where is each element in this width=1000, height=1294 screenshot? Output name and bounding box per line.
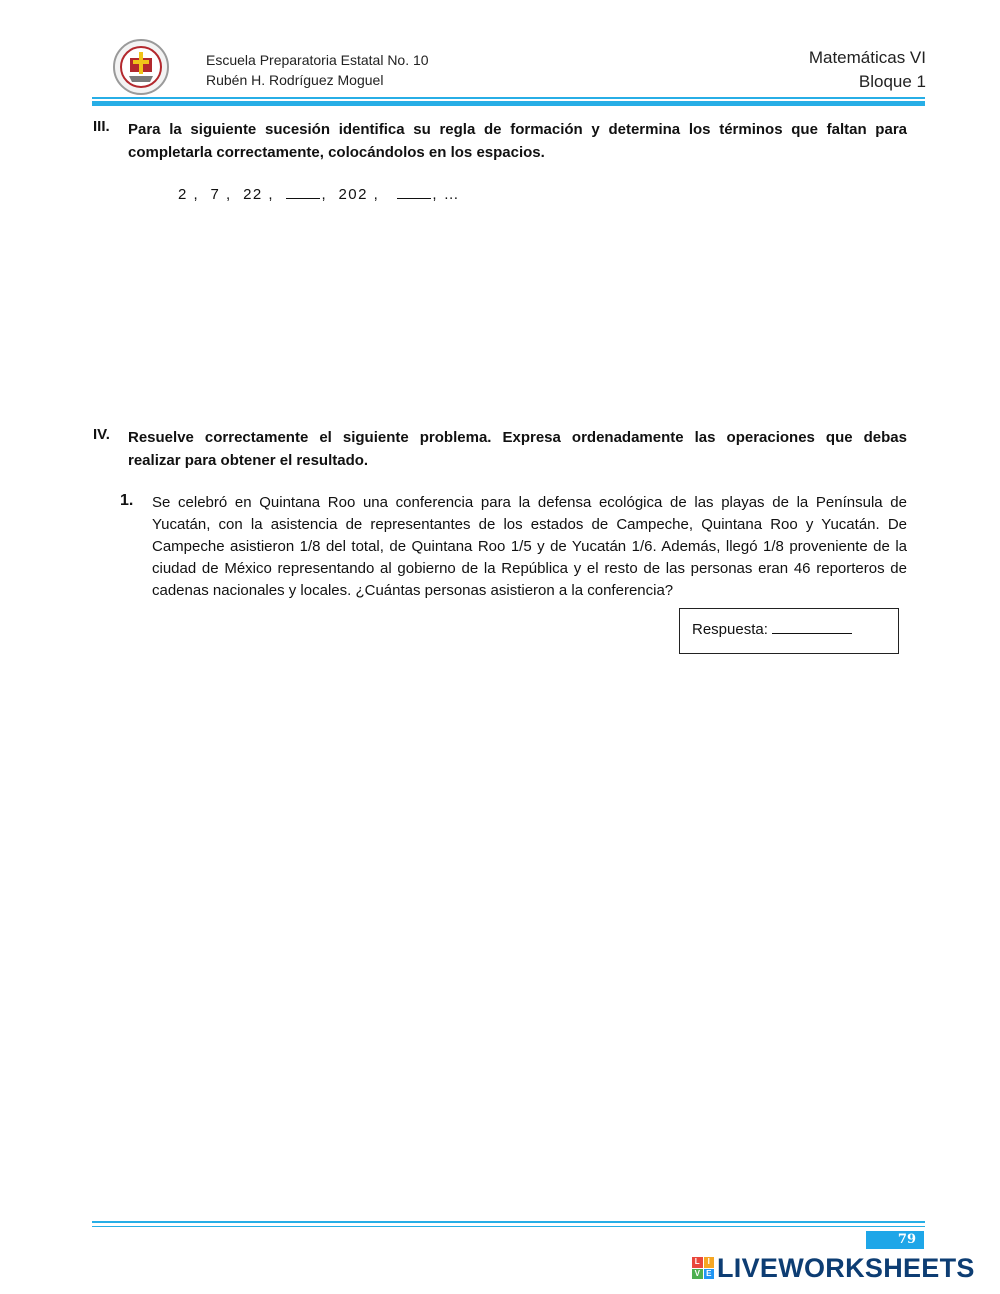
sequence-separator-6: , … — [432, 186, 461, 203]
school-name-line2: Rubén H. Rodríguez Moguel — [206, 72, 384, 88]
section-3-instruction-line1: Para la siguiente sucesión identifica su regla de formación y determina los términos que faltan para — [128, 121, 907, 138]
logo-letter-l: L — [692, 1257, 703, 1268]
sequence-term-1: 2 , — [178, 186, 200, 203]
subject-title: Matemáticas VI — [808, 48, 926, 67]
section-4-instruction-line2: realizar para obtener el resultado. — [128, 452, 369, 469]
header-divider-thin — [92, 97, 925, 99]
sequence-term-5: 202 , — [338, 186, 380, 203]
sequence-blank-4[interactable] — [286, 184, 320, 199]
school-crest-logo — [112, 38, 170, 96]
sequence-blank-6[interactable] — [397, 184, 431, 199]
liveworksheets-brand — [692, 1253, 975, 1283]
section-4-instruction-line1: Resuelve correctamente el siguiente problema. Expresa ordenadamente las operaciones que debas — [128, 429, 907, 446]
logo-letter-i: I — [704, 1257, 715, 1268]
answer-input-blank[interactable] — [772, 619, 852, 634]
subject-block — [809, 46, 926, 94]
sequence-term-3: 22 , — [243, 186, 275, 203]
footer-divider-thick — [92, 1221, 925, 1223]
header-divider-thick — [92, 101, 925, 106]
number-sequence — [178, 184, 460, 203]
sequence-separator-4: , — [321, 186, 328, 203]
section-3-instruction-line2: completarla correctamente, colocándolos en los espacios. — [128, 144, 545, 161]
school-name — [206, 50, 429, 90]
logo-letter-v: V — [692, 1269, 703, 1280]
section-4-instruction — [128, 426, 907, 472]
logo-letter-e: E — [704, 1269, 715, 1280]
liveworksheets-logo-icon — [692, 1257, 714, 1279]
answer-row — [692, 619, 852, 638]
answer-label: Respuesta: — [692, 621, 768, 638]
problem-number: 1. — [120, 492, 134, 509]
school-name-line1: Escuela Preparatoria Estatal No. 10 — [206, 52, 429, 68]
answer-box — [679, 608, 899, 654]
section-3-number: III. — [93, 118, 110, 135]
footer-divider-thin — [92, 1226, 925, 1227]
block-label: Bloque 1 — [858, 72, 926, 91]
liveworksheets-wordmark: LIVEWORKSHEETS — [717, 1252, 975, 1283]
problem-text: Se celebró en Quintana Roo una conferencia para la defensa ecológica de las playas de la Península de Yucatán, con la asistencia de representantes de los estados de Campeche, Quintana Roo y Yucatán. De Campeche asistieron 1/8 del total, de Quintana Roo 1/5 y de Yucatán 1/6. Además, llegó 1/8 proveniente de la ciudad de México representando al gobierno de la República y el resto de las personas eran 46 reporteros de cadenas nacionales y locales. ¿Cuántas personas asistieron a la conferencia? — [152, 494, 907, 599]
section-3-instruction — [128, 118, 907, 164]
page-number: 79 — [866, 1231, 924, 1249]
section-4-number: IV. — [93, 426, 110, 443]
sequence-term-2: 7 , — [210, 186, 232, 203]
